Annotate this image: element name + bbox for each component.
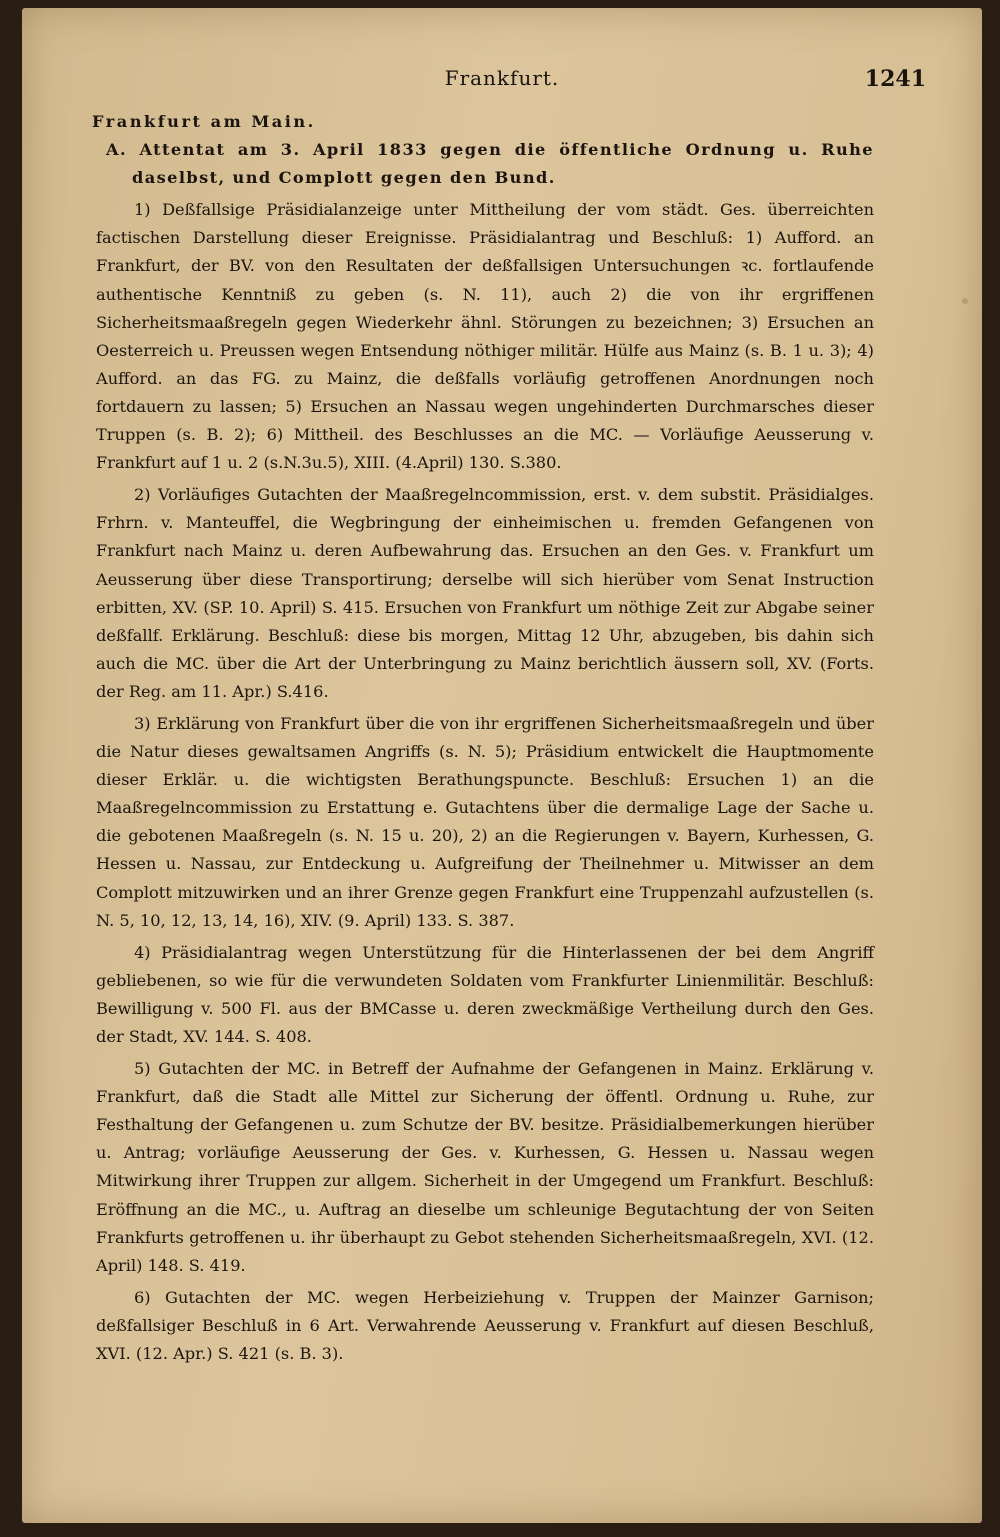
page-body <box>92 108 874 1368</box>
entry-paragraph: 4) Präsidialantrag wegen Unterstützung für die Hinterlassenen der bei dem Angriff gebliebenen, so wie für die verwundeten Soldaten vom Frankfurter Linienmilitär. Beschluß: Bewilligung v. 500 Fl. aus der BMCasse u. deren zweckmäßige Vertheilung durch den Ges. der Stadt, XV. 144. S. 408. <box>96 942 874 1046</box>
entry-paragraph: 3) Erklärung von Frankfurt über die von ihr ergriffenen Sicherheitsmaaßregeln und über die Natur dieses gewaltsamen Angriffs (s. N. 5); Präsidium entwickelt die Hauptmomente dieser Erklär. u. die wichtigsten Berathungspuncte. Beschluß: Ersuchen 1) an die Maaßregelncommission zu Erstattung e. Gutachtens über die dermalige Lage der Sache u. die gebotenen Maaßregeln (s. N. 15 u. 20), 2) an die Regierungen v. Bayern, Kurhessen, G. Hessen u. Nassau, zur Entdeckung u. Aufgreifung der Theilnehmer u. Mitwisser an dem Complott mitzuwirken und an ihrer Grenze gegen Frankfurt eine Truppenzahl aufzustellen (s. N. 5, 10, 12, 13, 14, 16), XIV. (9. April) 133. S. 387. <box>96 713 874 930</box>
section-heading: A. Attentat am 3. April 1833 gegen die öffentliche Ordnung u. Ruhe daselbst, und Complott gegen den Bund. <box>106 140 874 188</box>
running-head: Frankfurt. <box>444 66 560 90</box>
main-heading: Frankfurt am Main. <box>92 112 316 131</box>
paper-stain <box>962 298 968 304</box>
entry-paragraph: 6) Gutachten der MC. wegen Herbeiziehung v. Truppen der Mainzer Garnison; deßfallsiger Beschluß in 6 Art. Verwahrende Aeusserung v. Frankfurt auf diesen Beschluß, XVI. (12. Apr.) S. 421 (s. B. 3). <box>96 1287 874 1364</box>
entry-paragraph: 1) Deßfallsige Präsidialanzeige unter Mittheilung der vom städt. Ges. überreichten factischen Darstellung dieser Ereignisse. Präsidialantrag und Beschluß: 1) Aufford. an Frankfurt, der BV. von den Resultaten der deßfallsigen Untersuchungen ꝛc. fortlaufende authentische Kenntniß zu geben (s. N. 11), auch 2) die von ihr ergriffenen Sicherheitsmaaßregeln gegen Wiederkehr ähnl. Störungen zu bezeichnen; 3) Ersuchen an Oesterreich u. Preussen wegen Entsendung nöthiger militär. Hülfe aus Mainz (s. B. 1 u. 3); 4) Aufford. an das FG. zu Mainz, die deßfalls vorläufig getroffenen Anordnungen noch fortdauern zu lassen; 5) Ersuchen an Nassau wegen ungehinderten Durchmarsches dieser Truppen (s. B. 2); 6) Mittheil. des Beschlusses an die MC. — Vorläufige Aeusserung v. Frankfurt auf 1 u. 2 (s.N.3u.5), XIII. (4.April) 130. S.380. <box>96 200 874 473</box>
entry-paragraph: 5) Gutachten der MC. in Betreff der Aufnahme der Gefangenen in Mainz. Erklärung v. Frankfurt, daß die Stadt alle Mittel zur Sicherung der öffentl. Ordnung u. Ruhe, zur Festhaltung der Gefangenen u. zum Schutze der BV. besitze. Präsidialbemerkungen hierüber u. Antrag; vorläufige Aeusserung der Ges. v. Kurhessen, G. Hessen u. Nassau wegen Mitwirkung ihrer Truppen zur allgem. Sicherheit in der Umgegend um Frankfurt. Beschluß: Eröffnung an die MC., u. Auftrag an dieselbe um schleunige Begutachtung der von Seiten Frankfurts getroffenen u. ihr überhaupt zu Gebot stehenden Sicherheitsmaaßregeln, XVI. (12. April) 148. S. 419. <box>96 1059 874 1275</box>
book-page <box>22 8 982 1523</box>
page-number: 1241 <box>864 66 926 92</box>
entry-paragraph: 2) Vorläufiges Gutachten der Maaßregelncommission, erst. v. dem substit. Präsidialges. Frhrn. v. Manteuffel, die Wegbringung der einheimischen u. fremden Gefangenen von Frankfurt nach Mainz u. deren Aufbewahrung das. Ersuchen an den Ges. v. Frankfurt um Aeusserung über diese Transportirung; derselbe will sich hierüber vom Senat Instruction erbitten, XV. (SP. 10. April) S. 415. Ersuchen von Frankfurt um nöthige Zeit zur Abgabe seiner deßfallf. Erklärung. Beschluß: diese bis morgen, Mittag 12 Uhr, abzugeben, bis dahin sich auch die MC. über die Art der Unterbringung zu Mainz berichtlich äussern soll, XV. (Forts. der Reg. am 11. Apr.) S.416. <box>96 485 874 701</box>
